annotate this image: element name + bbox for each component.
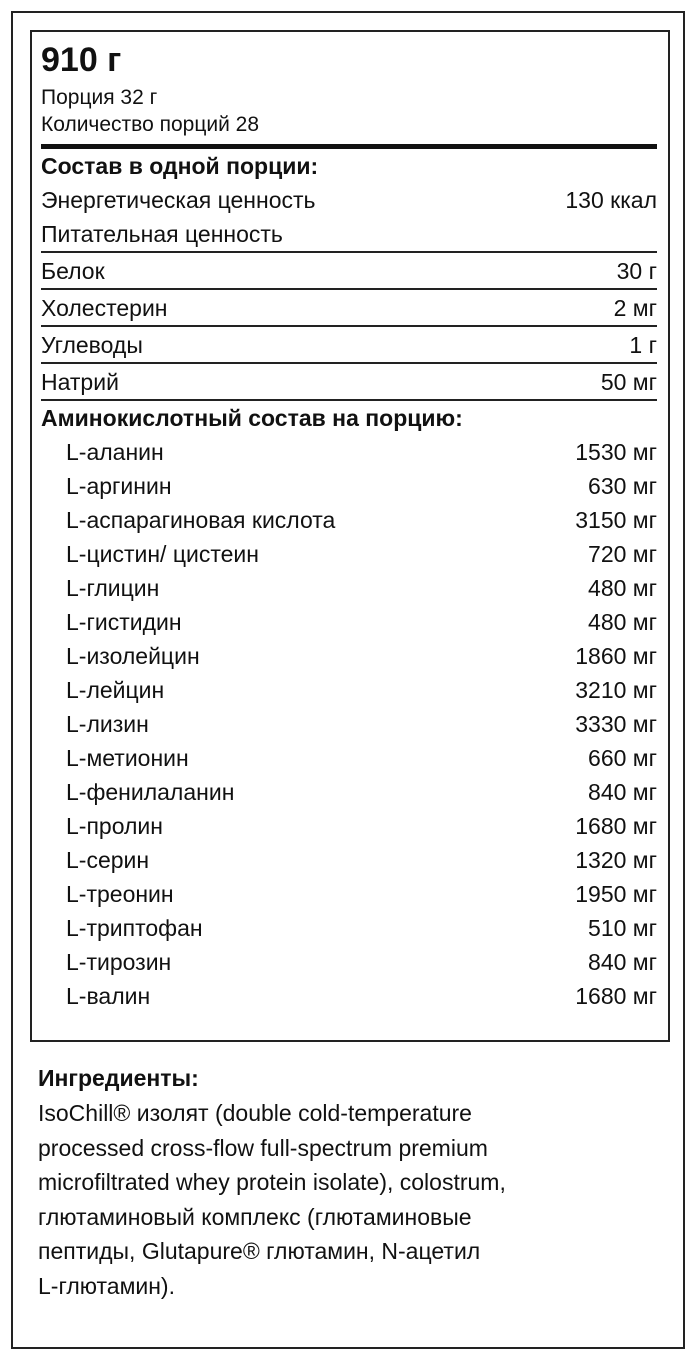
ingredients-text	[38, 1096, 658, 1303]
amino-acid-row-name: L-треонин	[66, 881, 174, 907]
ingredients-heading: Ингредиенты:	[38, 1065, 199, 1091]
amino-acid-row	[41, 911, 657, 945]
amino-acid-row-name: L-гистидин	[66, 609, 182, 635]
amino-acid-row	[41, 503, 657, 537]
amino-acid-row-name: L-тирозин	[66, 949, 172, 975]
amino-acid-row-value: 480 мг	[588, 575, 657, 601]
amino-acid-row-name: L-лизин	[66, 711, 149, 737]
amino-acid-row	[41, 605, 657, 639]
ingredients-section	[38, 1060, 658, 1303]
amino-acid-row-value: 1950 мг	[575, 881, 657, 907]
amino-acid-row	[41, 843, 657, 877]
amino-acid-row-value: 840 мг	[588, 949, 657, 975]
nutrient-row	[41, 362, 657, 399]
nutrient-row-name: Углеводы	[41, 331, 143, 358]
amino-acid-list	[41, 435, 657, 1013]
amino-acid-row-name: L-фенилаланин	[66, 779, 235, 805]
amino-acid-row-name: L-цистин/ цистеин	[66, 541, 259, 567]
amino-acid-row-name: L-глицин	[66, 575, 160, 601]
servings-count: Количество порций 28	[41, 113, 260, 136]
amino-acid-row-value: 630 мг	[588, 473, 657, 499]
nutrient-row-value: 50 мг	[600, 368, 657, 395]
amino-acid-row-name: L-аспарагиновая кислота	[66, 507, 336, 533]
amino-acid-row	[41, 435, 657, 469]
amino-acid-row	[41, 877, 657, 911]
ingredients-line: IsoChill® изолят (double cold-temperature	[38, 1100, 472, 1126]
nutrient-row	[41, 288, 657, 325]
nutrient-list	[41, 251, 657, 399]
amino-acid-row-value: 3150 мг	[575, 507, 657, 533]
amino-acid-row	[41, 707, 657, 741]
amino-heading: Аминокислотный состав на порцию:	[41, 399, 657, 435]
nutrient-row	[41, 251, 657, 288]
amino-acid-row	[41, 775, 657, 809]
nutrient-row	[41, 325, 657, 362]
amino-acid-row-name: L-валин	[66, 983, 151, 1009]
amino-acid-row	[41, 537, 657, 571]
package-weight: 910 г	[41, 41, 122, 79]
amino-acid-row-value: 660 мг	[588, 745, 657, 771]
amino-acid-row-value: 480 мг	[588, 609, 657, 635]
amino-acid-row-name: L-метионин	[66, 745, 189, 771]
amino-acid-row	[41, 809, 657, 843]
amino-acid-row-name: L-лейцин	[66, 677, 165, 703]
ingredients-line: пептиды, Glutapure® глютамин, N-ацетил	[38, 1238, 481, 1264]
amino-acid-row-value: 1860 мг	[575, 643, 657, 669]
amino-acid-row	[41, 639, 657, 673]
amino-acid-row	[41, 741, 657, 775]
ingredients-line: L-глютамин).	[38, 1272, 175, 1299]
amino-acid-row-value: 720 мг	[588, 541, 657, 567]
amino-acid-row	[41, 979, 657, 1013]
ingredients-line: microfiltrated whey protein isolate), colostrum,	[38, 1169, 506, 1195]
nutrition-facts-box	[30, 30, 670, 1042]
amino-acid-row-value: 1680 мг	[575, 813, 657, 839]
amino-acid-row-value: 1530 мг	[575, 439, 657, 465]
amino-acid-row	[41, 945, 657, 979]
amino-acid-row-value: 840 мг	[588, 779, 657, 805]
amino-acid-row	[41, 673, 657, 707]
energy-label: Энергетическая ценность	[41, 187, 316, 213]
amino-acid-row-name: L-пролин	[66, 813, 163, 839]
nutrient-row-value: 1 г	[629, 331, 657, 358]
nutrient-row-name: Натрий	[41, 368, 119, 395]
serving-size: Порция 32 г	[41, 86, 158, 109]
energy-value: 130 ккал	[565, 187, 657, 213]
ingredients-line: глютаминовый комплекс (глютаминовые	[38, 1203, 472, 1230]
amino-acid-row-name: L-триптофан	[66, 915, 203, 941]
energy-row	[41, 183, 657, 217]
nutrient-row-name: Белок	[41, 257, 105, 284]
amino-acid-row-name: L-аланин	[66, 439, 164, 465]
per-serving-heading: Состав в одной порции:	[41, 153, 319, 179]
amino-acid-row-value: 3210 мг	[575, 677, 657, 703]
amino-acid-row-value: 1680 мг	[575, 983, 657, 1009]
nutrition-value-label: Питательная ценность	[41, 221, 283, 247]
amino-acid-row-value: 510 мг	[588, 915, 657, 941]
amino-acid-row-name: L-изолейцин	[66, 643, 200, 669]
amino-acid-row	[41, 571, 657, 605]
ingredients-line: processed cross-flow full-spectrum premium	[38, 1134, 488, 1161]
amino-acid-row-value: 1320 мг	[575, 847, 657, 873]
amino-acid-row-value: 3330 мг	[575, 711, 657, 737]
nutrient-row-name: Холестерин	[41, 294, 168, 321]
nutrient-row-value: 30 г	[616, 257, 657, 284]
amino-acid-row	[41, 469, 657, 503]
nutrition-value-row	[41, 217, 657, 251]
amino-acid-row-name: L-аргинин	[66, 473, 172, 499]
amino-acid-row-name: L-серин	[66, 847, 150, 873]
nutrient-row-value: 2 мг	[613, 294, 657, 321]
